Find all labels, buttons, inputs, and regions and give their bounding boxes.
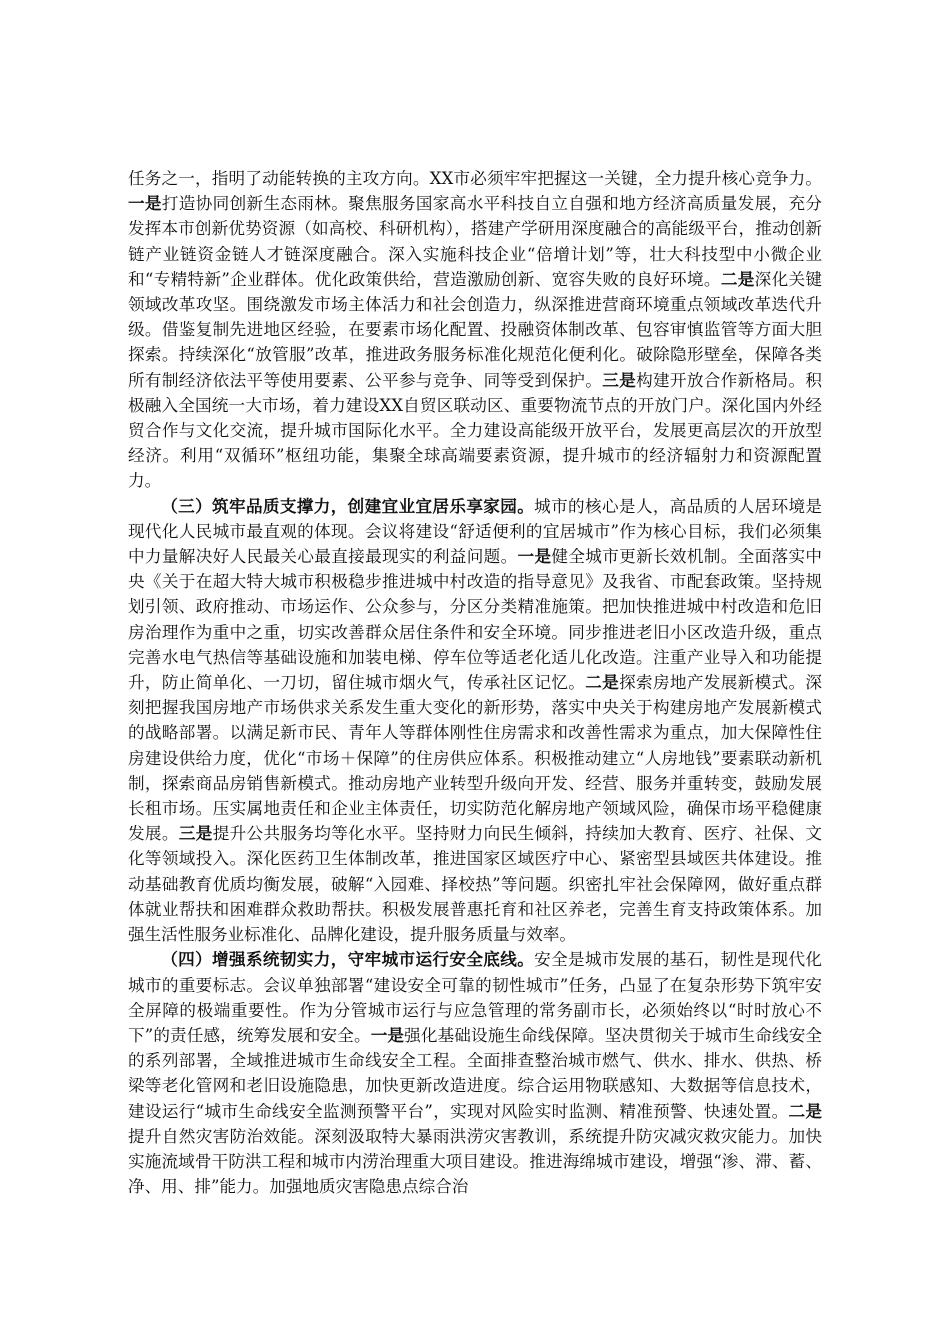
paragraph-section-3 bbox=[128, 494, 822, 948]
text-run: 任务之一，指明了动能转换的主攻方向。XX市必须牢牢把握这一关键，全力提升核心竞争力。 bbox=[128, 169, 822, 188]
text-run: 健全城市更新长效机制。全面落实中央《关于在超大特大城市积极稳步推进城中村改造的指导意见》及我省、市配套政策。坚持规划引领、政府推动、市场运作、公众参与，分区分类精准施策。把加快推进城中村改造和危旧房治理作为重中之重，切实改善群众居住条件和安全环境。同步推进老旧小区改造升级，重点完善水电气热信等基础设施和加装电梯、停车位等适老化适儿化改造。注重产业导入和功能提升，防止简单化、一刀切，留住城市烟火气，传承社区记忆。 bbox=[128, 547, 823, 693]
text-run: 深化关键领域改革攻坚。围绕激发市场主体活力和社会创造力，纵深推进营商环境重点领域改革迭代升级。借鉴复制先进地区经验，在要素市场化配置、投融资体制改革、包容审慎监管等方面大胆探索。持续深化“放管服”改革，推进政务服务标准化规范化便利化。破除隐形壁垒，保障各类所有制经济依法平等使用要素、公平参与竞争、同等受到保护。 bbox=[128, 269, 823, 390]
paragraph-continued bbox=[128, 166, 822, 494]
bold-run: 三是 bbox=[602, 369, 637, 390]
text-run: 城市的核心是人，高品质的人居环境是现代化人民城市最直观的体现。会议将建设“舒适便利的宜居城市”作为核心目标，我们必须集中力量解决好人民最关心最直接最现实的利益问题。 bbox=[128, 496, 822, 567]
text-run: 构建开放合作新格局。积极融入全国统一大市场，着力建设XX自贸区联动区、重要物流节点的开放门户。深化国内外经贸合作与文化交流，提升城市国际化水平。全力建设高能级开放平台，发展更高层次的开放型经济。利用“双循环”枢纽功能，集聚全球高端要素资源，提升城市的经济辐射力和资源配置力。 bbox=[128, 370, 823, 491]
bold-run: 一是 bbox=[370, 1024, 405, 1045]
bold-run: 二是 bbox=[788, 1100, 822, 1121]
bold-run: 二是 bbox=[585, 672, 620, 693]
document-body bbox=[128, 166, 822, 1199]
text-run: 提升公共服务均等化水平。坚持财力向民生倾斜，持续加大教育、医疗、社保、文化等领域投入。深化医药卫生体制改革，推进国家区域医疗中心、紧密型县域医共体建设。推动基础教育优质均衡发展，破解“入园难、择校热”等问题。织密扎牢社会保障网，做好重点群体就业帮扶和困难群众救助帮扶。积极发展普惠托育和社区养老，完善生育支持政策体系。加强生活性服务业标准化、品牌化建设，提升服务质量与效率。 bbox=[128, 824, 823, 945]
text-run: 打造协同创新生态雨林。聚焦服务国家高水平科技自立自强和地方经济高质量发展，充分发挥本市创新优势资源（如高校、科研机构），搭建产学研用深度融合的高能级平台，推动创新链产业链资金链人才链深度融合。深入实施科技企业“倍增计划”等，壮大科技型中小微企业和“专精特新”企业群体。优化政策供给，营造激励创新、宽容失败的良好环境。 bbox=[128, 194, 823, 289]
bold-run: 二是 bbox=[720, 268, 755, 289]
text-run: 安全是城市发展的基石，韧性是现代化城市的重要标志。会议单独部署“建设安全可靠的韧性城市”任务，凸显了在复杂形势下筑牢安全屏障的极端重要性。作为分管城市运行与应急管理的常务副市长，必须始终以“时时放心不下”的责任感，统筹发展和安全。 bbox=[128, 950, 822, 1045]
text-run: 提升自然灾害防治效能。深刻汲取特大暴雨洪涝灾害教训，系统提升防灾减灾救灾能力。加快实施流域骨干防洪工程和城市内涝治理重大项目建设。推进海绵城市建设，增强“渗、滞、蓄、净、用、排”能力。加强地质灾害隐患点综合治 bbox=[128, 1126, 822, 1197]
section-heading: （四）增强系统韧实力，守牢城市运行安全底线。 bbox=[161, 949, 535, 970]
text-run: 强化基础设施生命线保障。坚决贯彻关于城市生命线安全的系列部署，全域推进城市生命线安全工程。全面排查整治城市燃气、供水、排水、供热、桥梁等老化管网和老旧设施隐患，加快更新改造进度。综合运用物联感知、大数据等信息技术，建设运行“城市生命线安全监测预警平台”，实现对风险实时监测、精准预警、快速处置。 bbox=[128, 1025, 823, 1121]
bold-run: 一是 bbox=[128, 193, 162, 214]
section-heading: （三）筑牢品质支撑力，创建宜业宜居乐享家园。 bbox=[161, 495, 535, 516]
paragraph-section-4 bbox=[128, 947, 822, 1199]
text-run: 探索房地产发展新模式。深刻把握我国房地产市场供求关系发生重大变化的新形势，落实中央关于构建房地产发展新模式的战略部署。以满足新市民、青年人等群体刚性住房需求和改善性需求为重点，加大保障性住房建设供给力度，优化“市场＋保障”的住房供应体系。积极推动建立“人房地钱”要素联动新机制，探索商品房销售新模式。推动房地产业转型升级向开发、经营、服务并重转变，鼓励发展长租市场。压实属地责任和企业主体责任，切实防范化解房地产领域风险，确保市场平稳健康发展。 bbox=[128, 673, 823, 844]
bold-run: 一是 bbox=[517, 546, 552, 567]
bold-run: 三是 bbox=[178, 823, 213, 844]
